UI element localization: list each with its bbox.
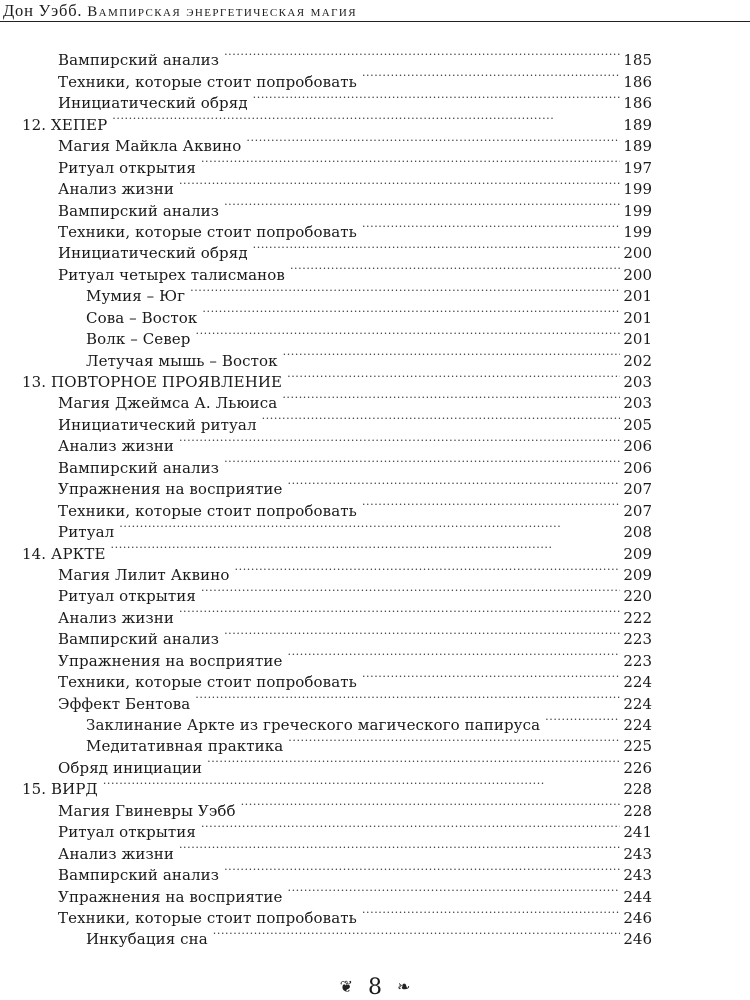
- toc-entry: [0, 473, 750, 499]
- toc-dot-leader: [282, 387, 620, 408]
- toc-entry-title: Анализ жизни: [58, 608, 179, 629]
- toc-dot-leader: [287, 366, 620, 387]
- toc-dot-leader: [190, 280, 620, 301]
- toc-entry-page: 186: [620, 93, 652, 114]
- toc-entry-title: Ритуал открытия: [58, 586, 201, 607]
- toc-entry: [0, 408, 750, 434]
- toc-entry: [0, 258, 750, 284]
- toc-dot-leader: [224, 623, 620, 644]
- toc-entry-title: Медитативная практика: [86, 736, 288, 757]
- toc-entry-title: Волк – Север: [86, 329, 195, 350]
- toc-entry: [0, 644, 750, 670]
- toc-entry-page: 208: [620, 522, 652, 543]
- page-footer: [0, 975, 750, 1000]
- toc-entry-page: 223: [620, 629, 652, 650]
- toc-entry: [0, 301, 750, 327]
- toc-entry-page: 228: [620, 779, 652, 800]
- toc-dot-leader: [545, 709, 620, 730]
- toc-entry-page: 200: [620, 265, 652, 286]
- toc-entry-title: Заклинание Аркте из греческого магического папируса: [86, 715, 545, 736]
- toc-entry-title: Вампирский анализ: [58, 201, 224, 222]
- toc-entry-title: Летучая мышь – Восток: [86, 351, 283, 372]
- toc-entry-title: Магия Гвиневры Уэбб: [58, 801, 241, 822]
- toc-entry: [0, 537, 750, 563]
- toc-entry: [0, 902, 750, 927]
- toc-entry: [0, 451, 750, 477]
- toc-dot-leader: [246, 130, 620, 151]
- toc-entry-page: 197: [620, 158, 652, 179]
- toc-entry-page: 224: [620, 672, 652, 693]
- toc-entry: [0, 366, 750, 391]
- toc-entry-title: Техники, которые стоит попробовать: [58, 672, 362, 693]
- header-author: Дон Уэбб.: [3, 1, 88, 20]
- toc-entry-title: Магия Майкла Аквино: [58, 136, 246, 157]
- toc-entry: [0, 237, 750, 263]
- toc-entry-page: 189: [620, 136, 652, 157]
- toc-entry-page: 246: [620, 908, 652, 929]
- toc-dot-leader: [362, 902, 620, 923]
- toc-entry: [0, 323, 750, 349]
- toc-dot-leader: [290, 258, 620, 279]
- toc-entry-page: 205: [620, 415, 652, 436]
- toc-entry-title: Инкубация сна: [86, 929, 213, 950]
- toc-entry: [0, 709, 750, 734]
- toc-entry: [0, 623, 750, 649]
- toc-entry: [0, 216, 750, 241]
- toc-entry: [0, 151, 750, 177]
- toc-entry: [0, 794, 750, 820]
- toc-entry-page: 199: [620, 201, 652, 222]
- toc-entry-page: 200: [620, 243, 652, 264]
- toc-entry-page: 243: [620, 865, 652, 886]
- toc-entry: [0, 580, 750, 606]
- toc-entry-title: Упражнения на восприятие: [58, 887, 288, 908]
- toc-entry-page: 189: [620, 115, 652, 136]
- toc-entry-page: 206: [620, 436, 652, 457]
- ornament-right-icon: ❧: [397, 977, 411, 996]
- toc-entry-title: Анализ жизни: [58, 844, 179, 865]
- toc-dot-leader: [283, 344, 620, 365]
- toc-entry: [0, 880, 750, 906]
- toc-entry-page: 199: [620, 179, 652, 200]
- toc-entry-page: 243: [620, 844, 652, 865]
- toc-entry-page: 222: [620, 608, 652, 629]
- toc-dot-leader: [241, 794, 620, 815]
- toc-dot-leader: [112, 108, 620, 129]
- toc-dot-leader: [362, 666, 620, 687]
- toc-entry-title: 15. ВИРД: [22, 779, 103, 800]
- toc-dot-leader: [201, 151, 620, 172]
- toc-entry-title: Упражнения на восприятие: [58, 651, 288, 672]
- toc-dot-leader: [253, 237, 620, 258]
- toc-entry-title: 13. ПОВТОРНОЕ ПРОЯВЛЕНИЕ: [22, 372, 287, 393]
- toc-entry-page: 225: [620, 736, 652, 757]
- toc-entry-page: 206: [620, 458, 652, 479]
- toc-entry-page: 246: [620, 929, 652, 950]
- toc-dot-leader: [224, 859, 620, 880]
- toc-entry: [0, 859, 750, 885]
- toc-entry: [0, 430, 750, 456]
- toc-entry: [0, 280, 750, 306]
- toc-dot-leader: [288, 473, 621, 494]
- toc-dot-leader: [262, 408, 620, 429]
- toc-entry-title: 14. АРКТЕ: [22, 544, 111, 565]
- toc-dot-leader: [179, 837, 620, 858]
- toc-entry-title: Вампирский анализ: [58, 458, 224, 479]
- toc-entry-title: Техники, которые стоит попробовать: [58, 72, 362, 93]
- toc-dot-leader: [119, 516, 620, 537]
- toc-entry-title: Эффект Бентова: [58, 694, 195, 715]
- toc-dot-leader: [253, 87, 620, 108]
- table-of-contents: [0, 44, 750, 949]
- toc-dot-leader: [362, 494, 620, 515]
- toc-entry-page: 185: [620, 50, 652, 71]
- toc-entry: [0, 666, 750, 692]
- toc-entry-page: 186: [620, 72, 652, 93]
- toc-entry-page: 226: [620, 758, 652, 779]
- toc-entry-title: Мумия – Юг: [86, 286, 190, 307]
- toc-entry: [0, 44, 750, 70]
- toc-entry-page: 241: [620, 822, 652, 843]
- toc-entry-page: 203: [620, 393, 652, 414]
- toc-dot-leader: [179, 601, 620, 622]
- toc-entry-title: Вампирский анализ: [58, 865, 224, 886]
- toc-dot-leader: [362, 216, 620, 237]
- toc-dot-leader: [213, 923, 620, 944]
- page-number: 8: [368, 975, 382, 1000]
- toc-dot-leader: [362, 65, 620, 86]
- toc-entry-page: 207: [620, 479, 652, 500]
- toc-entry-title: Инициатический обряд: [58, 93, 253, 114]
- toc-dot-leader: [235, 559, 620, 580]
- toc-entry-page: 207: [620, 501, 652, 522]
- toc-dot-leader: [195, 687, 620, 708]
- toc-entry-page: 244: [620, 887, 652, 908]
- toc-entry-title: Ритуал открытия: [58, 158, 201, 179]
- toc-entry: [0, 108, 750, 134]
- toc-entry: [0, 559, 750, 584]
- header-book-title: Вампирская энергетическая магия: [87, 4, 357, 20]
- toc-dot-leader: [224, 194, 620, 215]
- toc-dot-leader: [288, 644, 621, 665]
- toc-entry-title: Техники, которые стоит попробовать: [58, 501, 362, 522]
- toc-dot-leader: [111, 537, 620, 558]
- toc-entry: [0, 173, 750, 199]
- toc-entry-title: Сова – Восток: [86, 308, 202, 329]
- toc-entry: [0, 751, 750, 777]
- toc-dot-leader: [224, 44, 620, 65]
- toc-entry-title: Вампирский анализ: [58, 50, 224, 71]
- toc-entry: [0, 65, 750, 91]
- toc-dot-leader: [195, 323, 620, 344]
- toc-entry-title: Инициатический обряд: [58, 243, 253, 264]
- toc-entry: [0, 387, 750, 413]
- toc-entry-title: Анализ жизни: [58, 436, 179, 457]
- toc-dot-leader: [288, 880, 621, 901]
- toc-entry-page: 201: [620, 308, 652, 329]
- toc-entry-title: Обряд инициации: [58, 758, 207, 779]
- toc-dot-leader: [179, 173, 620, 194]
- toc-entry-page: 224: [620, 715, 652, 736]
- ornament-left-icon: ❦: [339, 977, 353, 996]
- toc-entry-page: 203: [620, 372, 652, 393]
- toc-entry: [0, 130, 750, 156]
- toc-entry: [0, 687, 750, 713]
- toc-entry-title: Ритуал четырех талисманов: [58, 265, 290, 286]
- toc-entry-title: Ритуал: [58, 522, 119, 543]
- toc-entry-page: 209: [620, 565, 652, 586]
- toc-entry: [0, 923, 750, 949]
- toc-entry-title: Упражнения на восприятие: [58, 479, 288, 500]
- toc-entry-page: 223: [620, 651, 652, 672]
- toc-entry: [0, 816, 750, 842]
- toc-entry-page: 209: [620, 544, 652, 565]
- toc-entry-title: Техники, которые стоит попробовать: [58, 908, 362, 929]
- toc-entry-page: 202: [620, 351, 652, 372]
- toc-entry: [0, 837, 750, 863]
- toc-entry-title: Инициатический ритуал: [58, 415, 262, 436]
- toc-dot-leader: [288, 730, 620, 751]
- toc-entry: [0, 494, 750, 520]
- toc-entry: [0, 773, 750, 799]
- toc-dot-leader: [103, 773, 620, 794]
- toc-dot-leader: [202, 301, 620, 322]
- toc-entry-title: 12. ХЕПЕР: [22, 115, 112, 136]
- toc-dot-leader: [201, 816, 620, 837]
- toc-entry-page: 228: [620, 801, 652, 822]
- toc-dot-leader: [224, 451, 620, 472]
- toc-dot-leader: [179, 430, 620, 451]
- toc-entry: [0, 730, 750, 756]
- toc-entry-title: Ритуал открытия: [58, 822, 201, 843]
- toc-entry: [0, 344, 750, 370]
- toc-entry-title: Техники, которые стоит попробовать: [58, 222, 362, 243]
- toc-entry-page: 220: [620, 586, 652, 607]
- toc-entry: [0, 87, 750, 113]
- toc-entry-page: 201: [620, 329, 652, 350]
- toc-entry-page: 201: [620, 286, 652, 307]
- toc-entry: [0, 516, 750, 542]
- toc-entry: [0, 194, 750, 220]
- running-header: [0, 0, 750, 22]
- toc-entry-title: Вампирский анализ: [58, 629, 224, 650]
- toc-entry-page: 199: [620, 222, 652, 243]
- toc-entry: [0, 601, 750, 627]
- toc-dot-leader: [201, 580, 620, 601]
- toc-entry-title: Анализ жизни: [58, 179, 179, 200]
- toc-entry-page: 224: [620, 694, 652, 715]
- toc-entry-title: Магия Джеймса А. Льюиса: [58, 393, 282, 414]
- toc-dot-leader: [207, 751, 620, 772]
- toc-entry-title: Магия Лилит Аквино: [58, 565, 235, 586]
